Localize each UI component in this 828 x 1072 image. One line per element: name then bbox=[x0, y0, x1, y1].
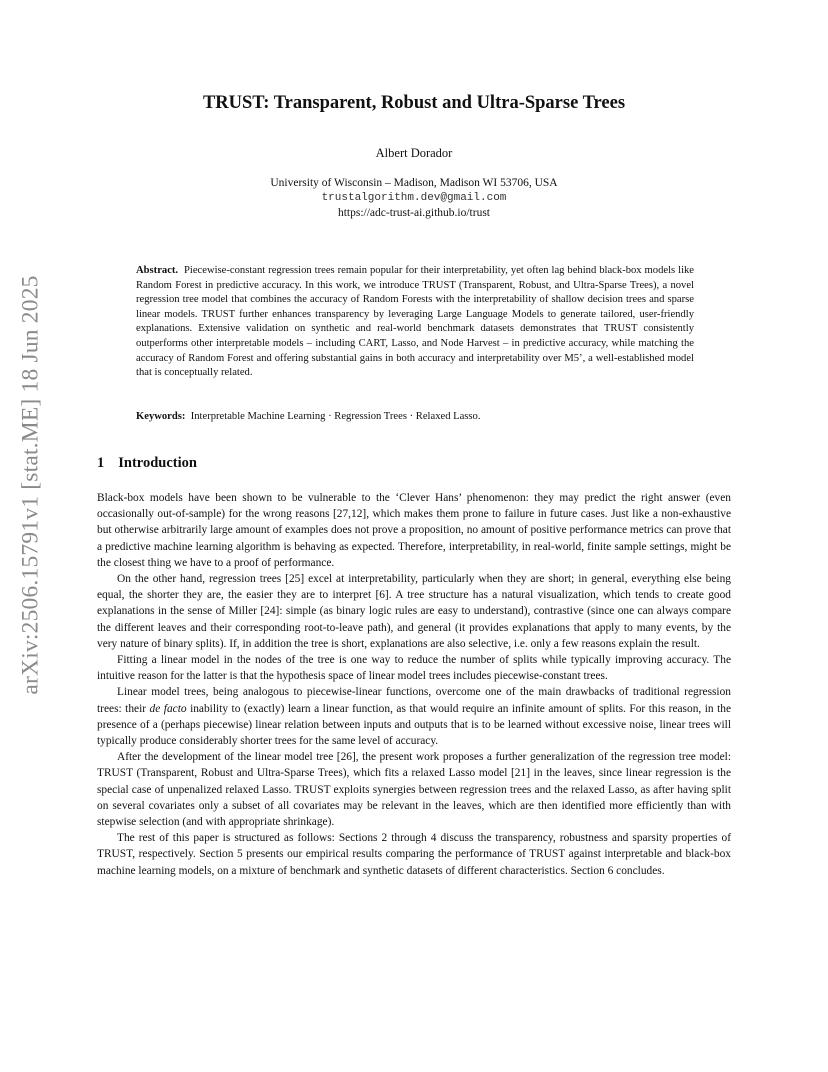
author-name: Albert Dorador bbox=[375, 146, 453, 160]
abstract-label: Abstract. bbox=[136, 265, 179, 276]
emphasis-text: de facto bbox=[149, 702, 187, 715]
paragraph-text: inability to (exactly) learn a linear function, as that would require an infinite amount of splits. For this reason, in the presence of a (perhaps piecewise) linear relation between inputs and outputs that is to be learned without excessive noise, linear trees will typically produce considerably shorter trees for the same level of accuracy. bbox=[97, 702, 732, 748]
paragraph: After the development of the linear model tree [26], the present work proposes a further generalization of the regression tree model: TRUST (Transparent, Robust and Ultra-Sparse Trees), which fits a relaxed Lasso model [21] in the leaves, since linear regression is the special case of unpenalized relaxed Lasso. TRUST exploits synergies between regression trees and the relaxed Lasso, as after having split on several covariates only a subset of all covariates may be relevant in the leaves, which are then identified more efficiently than with stepwise selection (and with appropriate shrinkage). bbox=[97, 751, 731, 829]
abstract bbox=[136, 264, 694, 381]
paragraph: The rest of this paper is structured as follows: Sections 2 through 4 discuss the transparency, robustness and sparsity properties of TRUST, respectively. Section 5 presents our empirical results comparing the performance of TRUST against interpretable and black-box machine learning models, on a mixture of benchmark and synthetic datasets of different characteristics. Section 6 concludes. bbox=[97, 832, 731, 877]
section-number: 1 bbox=[97, 455, 105, 471]
author-email[interactable]: trustalgorithm.dev@gmail.com bbox=[321, 192, 507, 204]
paragraph: Black-box models have been shown to be vulnerable to the ‘Clever Hans’ phenomenon: they may predict the right answer (even occasionally out-of-sample) for the wrong reasons [27,12], which makes them prone to failure in future cases. Just like a non-exhaustive but otherwise arbitrarily large amount of examples does not prove a proposition, no amount of positive performance metrics can prove that a predictive machine learning algorithm is behaving as expected. Therefore, interpretability, in real-world, finite sample settings, might be the closest thing we have to a proof of performance. bbox=[97, 492, 731, 569]
keywords bbox=[136, 411, 694, 422]
section-title: Introduction bbox=[118, 455, 197, 471]
affiliation: University of Wisconsin – Madison, Madison WI 53706, USA bbox=[270, 177, 558, 189]
paragraph: Fitting a linear model in the nodes of the tree is one way to reduce the number of splits while typically improving accuracy. The intuitive reason for the latter is that the hypothesis space of linear model trees includes piecewise-constant trees. bbox=[97, 654, 731, 683]
section-heading-introduction bbox=[97, 455, 197, 472]
author-affiliation-block bbox=[0, 176, 828, 221]
abstract-text: Piecewise-constant regression trees remain popular for their interpretability, yet often lag behind black-box models like Random Forest in predictive accuracy. In this work, we introduce TRUST (Transparent, Robust, and Ultra-Sparse Trees), a novel regression tree model that combines the accuracy of Random Forests with the interpretability of shallow decision trees and sparse linear models. TRUST further enhances transparency by leveraging Large Language Models to generate tailored, user-friendly explanations. Extensive validation on synthetic and real-world benchmark datasets demonstrates that TRUST consistently outperforms other interpretable models – including CART, Lasso, and Node Harvest – in predictive accuracy, while matching the accuracy of Random Forest and offering substantial gains in both accuracy and interpretability over M5’, a well-established model that is conceptually related. bbox=[136, 265, 695, 379]
paragraph: On the other hand, regression trees [25] excel at interpretability, particularly when they are short; in general, everything else being equal, the shorter they are, the easier they are to interpret [6]. A tree structure has a natural visualization, which tends to create good explanations in the sense of Miller [24]: simple (as binary logic rules are easy to understand), contrastive (since one can always compare the different leaves and their corresponding root-to-leave path), and general (it provides explanations that apply to many events, by the very nature of binary splits). If, in addition the tree is short, explanations are also selective, i.e. only a few reasons explain the result. bbox=[97, 573, 731, 650]
paragraph-text: Linear model trees, being analogous to piecewise-linear functions, overcome one of the main drawbacks of traditional regression trees: their bbox=[97, 686, 731, 715]
paper-title: TRUST: Transparent, Robust and Ultra-Sparse Trees bbox=[202, 93, 626, 113]
arxiv-identifier: arXiv:2506.15791v1 [stat.ME] 18 Jun 2025 bbox=[17, 275, 44, 695]
arxiv-sidebar bbox=[10, 275, 52, 695]
paragraph bbox=[97, 684, 731, 749]
introduction-body bbox=[97, 490, 731, 879]
keywords-text: Interpretable Machine Learning · Regression Trees · Relaxed Lasso. bbox=[190, 411, 481, 422]
project-url[interactable]: https://adc-trust-ai.github.io/trust bbox=[337, 207, 491, 219]
keywords-label: Keywords: bbox=[136, 411, 186, 422]
